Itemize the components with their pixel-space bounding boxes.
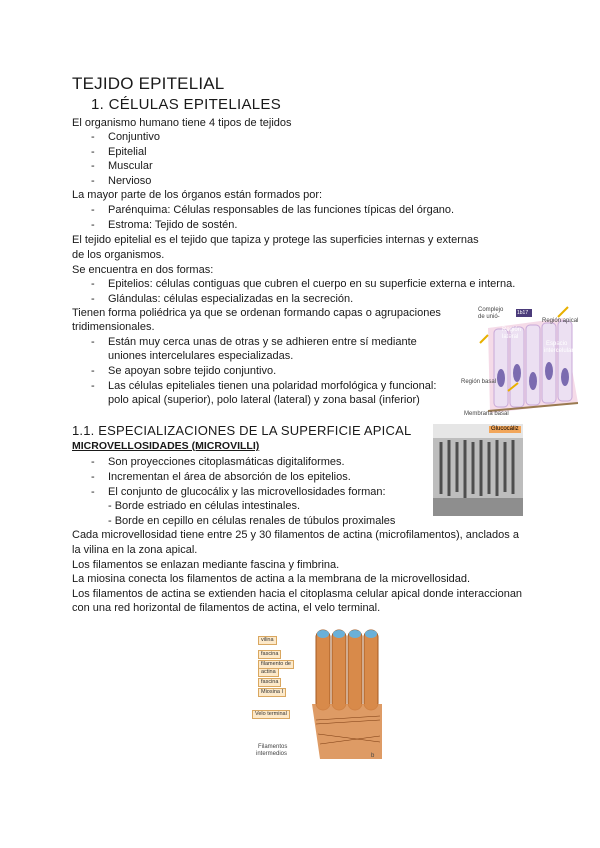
- intro-text: El organismo humano tiene 4 tipos de tejidos: [72, 117, 292, 129]
- paragraph-line: Cada microvellosidad tiene entre 25 y 30 filamentos de actina (microfilamentos), anclados a: [72, 529, 519, 541]
- label-glucocalix: Glucocáliz: [491, 426, 519, 432]
- label-intermedios: intermedios: [256, 751, 288, 757]
- paragraph-line: con una red horizontal de filamentos de actina, el velo terminal.: [72, 602, 381, 614]
- list-item: - Parénquima: Células responsables de las funciones típicas del órgano.: [91, 204, 455, 216]
- cell-cytoplasm: [312, 704, 382, 759]
- arrow: [480, 335, 488, 343]
- label-fascina-2: fascina: [258, 678, 281, 687]
- list-item-continuation: uniones intercelulares especializadas.: [108, 350, 294, 362]
- microvilli: [316, 630, 378, 710]
- sub-item: - Borde estriado en células intestinales.: [108, 500, 300, 512]
- label-vilina: vilina: [258, 636, 277, 645]
- label-espacio: Espacio: [546, 341, 568, 347]
- list-item: - Las células epiteliales tienen una polaridad morfológica y funcional:: [91, 380, 437, 392]
- formas-intro: Se encuentra en dos formas:: [72, 264, 214, 276]
- label-fascina: fascina: [258, 650, 281, 659]
- list-item: - El conjunto de glucocálix y las microvellosidades forman:: [91, 486, 386, 498]
- label-filamentos: Filamentos: [258, 744, 288, 750]
- list-item: - Conjuntivo: [91, 131, 160, 143]
- label-lateral-2: lateral: [502, 334, 519, 340]
- label-complejo-2: de unió-: [478, 314, 500, 320]
- list-item: - Nervioso: [91, 174, 152, 187]
- forma-line-2: tridimensionales.: [72, 321, 155, 333]
- label-letter: b: [371, 753, 375, 759]
- list-item: - Están muy cerca unas de otras y se adhieren entre sí mediante: [91, 336, 417, 348]
- paragraph-line: Los filamentos se enlazan mediante fascina y fimbrina.: [72, 559, 340, 571]
- paragraph-line: La miosina conecta los filamentos de actina a la membrana de la microvellosidad.: [72, 573, 471, 585]
- label-actina: actina: [258, 668, 279, 677]
- micrograph-image: [433, 424, 523, 516]
- list-item: - Son proyecciones citoplasmáticas digitaliformes.: [91, 456, 345, 468]
- list-item: - Muscular: [91, 160, 153, 172]
- subheading-microvellosidades: MICROVELLOSIDADES (MICROVILLI): [72, 440, 260, 452]
- epithelial-cells-figure: [458, 303, 590, 418]
- arrow: [558, 307, 568, 317]
- paragraph-line: la vilina en la zona apical.: [72, 544, 198, 556]
- label-apical: Región apical: [542, 318, 579, 324]
- label-lateral: Región: [502, 327, 522, 333]
- section-heading-1-1: 1.1. ESPECIALIZACIONES DE LA SUPERFICIE APICAL: [72, 423, 412, 438]
- page-title: TEJIDO EPITELIAL: [72, 74, 225, 93]
- label-filamento: filamento de: [258, 660, 294, 669]
- label-tag-text: 1b17: [517, 310, 529, 316]
- list-item: - Epitelial: [91, 145, 147, 158]
- list-item: - Glándulas: células especializadas en la secreción.: [91, 293, 354, 305]
- forma-line-1: Tienen forma poliédrica ya que se ordenan formando capas o agrupaciones: [72, 307, 441, 319]
- list-item: - Epitelios: células contiguas que cubren el cuerpo en su superficie externa e interna.: [91, 278, 516, 290]
- label-membrana: Membrana basal: [464, 411, 509, 417]
- label-basal: Región basal: [461, 379, 497, 385]
- label-complejo: Complejo: [478, 307, 504, 313]
- list-item: - Incrementan el área de absorción de los epitelios.: [91, 471, 351, 483]
- label-miosina: Miosina I: [258, 688, 286, 697]
- paragraph-line: Los filamentos de actina se extienden hacia el citoplasma celular apical donde interaccionan: [72, 588, 523, 600]
- microvilli-micrograph: [433, 424, 523, 516]
- microvilli-structure-figure: [250, 624, 382, 762]
- list-item: - Se apoyan sobre tejido conjuntivo.: [91, 365, 277, 377]
- label-espacio-2: intercelular: [544, 348, 574, 354]
- list-item-continuation: polo apical (superior), polo lateral (lateral) y zona basal (inferior): [108, 394, 420, 406]
- definition-line-1: El tejido epitelial es el tejido que tapiza y protege las superficies internas y externas: [72, 234, 479, 246]
- organos-intro: La mayor parte de los órganos están formados por:: [72, 189, 323, 201]
- sub-item: - Borde en cepillo en células renales de túbulos proximales: [108, 515, 396, 527]
- label-velo-terminal: Velo terminal: [252, 710, 290, 719]
- microvilli-tips: [317, 630, 377, 638]
- tejidos-list: [91, 130, 391, 190]
- list-item: - Estroma: Tejido de sostén.: [91, 219, 238, 231]
- section-heading-1: 1. CÉLULAS EPITELIALES: [91, 96, 282, 113]
- definition-line-2: de los organismos.: [72, 249, 165, 261]
